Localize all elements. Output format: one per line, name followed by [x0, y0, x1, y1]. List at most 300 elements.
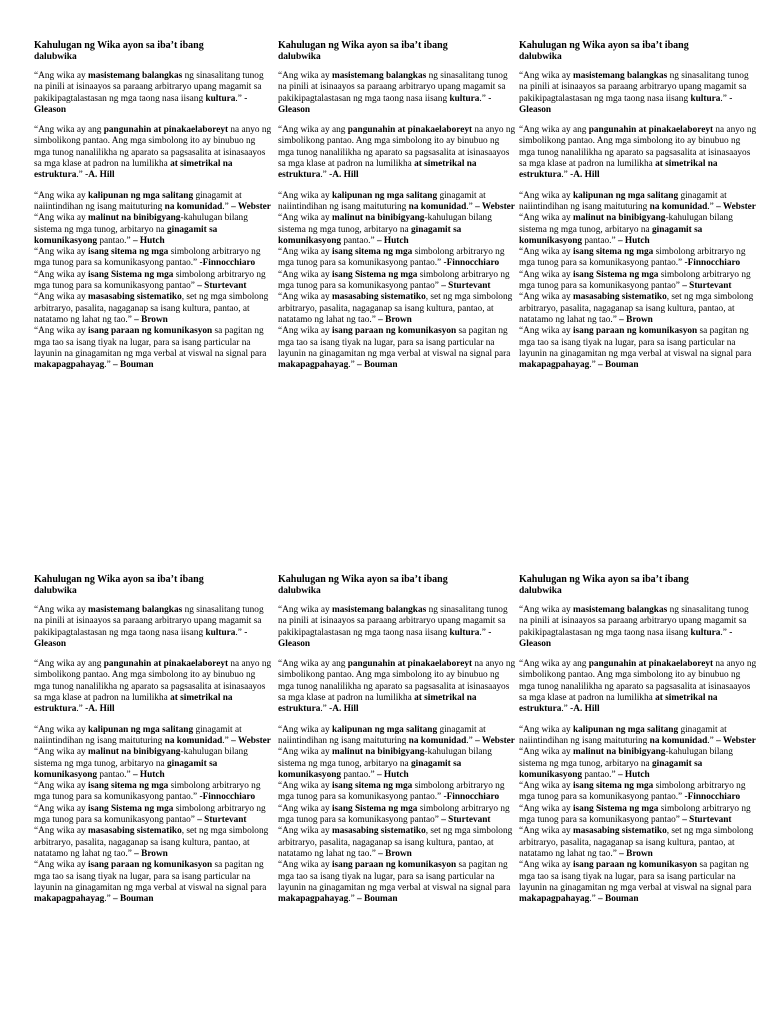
quote-author: -A. Hill [570, 704, 600, 715]
quote-author: – Brown [134, 848, 168, 859]
quote-highlight: isang Sistema ng mga [331, 269, 418, 280]
card-subtitle: dalubwika [278, 586, 321, 596]
quote-author: – Hutch [132, 235, 165, 246]
quote-text: .” [235, 627, 245, 638]
quote-item [519, 71, 757, 116]
quote-item [278, 725, 516, 748]
quote-highlight: makapagpahayag [34, 360, 105, 371]
quote-highlight: isang paraan ng komunikasyon [331, 860, 457, 871]
quote-highlight: at simetrikal na estruktura [519, 159, 718, 181]
quote-text: .” [720, 93, 730, 104]
quote-text: “Ang wika ay [34, 292, 88, 303]
quote-item [519, 860, 757, 905]
quote-highlight: pangunahin at pinakaelaboreyt [103, 125, 229, 136]
quote-text: “Ang wika ay [519, 826, 573, 837]
quote-text: .” [707, 201, 717, 212]
quote-highlight: makapagpahayag [278, 894, 349, 905]
quote-text: “Ang wika ay ang [278, 659, 348, 670]
quote-text: simbolong arbitraryo ng mga tunog para sa komunikasyong pantao” [519, 269, 751, 292]
quote-item [34, 270, 272, 293]
quote-text: .” [222, 201, 232, 212]
quote-highlight: isang paraan ng komunikasyon [572, 326, 698, 337]
quote-item [278, 71, 516, 116]
quote-text: .” [589, 894, 599, 905]
quote-text: “Ang wika ay [519, 213, 573, 224]
quote-author: -Gleason [278, 627, 492, 649]
quote-item [34, 725, 272, 748]
handout-card-6 [519, 574, 757, 905]
quote-highlight: kultura [205, 627, 236, 638]
quote-item [519, 725, 757, 748]
quote-text: “Ang wika ay [34, 826, 88, 837]
quote-highlight: makapagpahayag [519, 360, 590, 371]
quote-highlight: masasabing sistematiko [572, 292, 667, 303]
quote-item [34, 781, 272, 804]
quote-highlight: isang Sistema ng mga [87, 269, 174, 280]
quote-text: “Ang wika ay [278, 605, 332, 615]
quote-highlight: ginagamit sa komunikasyong [278, 758, 462, 780]
quote-text: “Ang wika ay [519, 71, 573, 81]
quote-highlight: na komunidad [408, 201, 467, 212]
quote-highlight: malinut na binibigyang [572, 213, 666, 224]
quote-text: .” [707, 735, 717, 746]
quote-text: “Ang wika ay ang [519, 125, 589, 136]
quote-author: – Webster [231, 735, 271, 746]
quote-highlight: makapagpahayag [519, 894, 590, 905]
quote-highlight: malinut na binibigyang [87, 747, 181, 758]
card-subtitle: dalubwika [34, 586, 77, 596]
quote-author: – Bouman [598, 894, 639, 905]
quote-text: “Ang wika ay [519, 326, 573, 337]
quote-text: -kahulugan bilang sistema ng mga tunog, arbitaryo na [519, 747, 733, 769]
quote-text: -kahulugan bilang sistema ng mga tunog, arbitaryo na [519, 213, 733, 235]
quote-text: .” [104, 360, 114, 371]
quote-highlight: makapagpahayag [34, 894, 105, 905]
quote-item [278, 747, 516, 781]
quote-text: -kahulugan bilang sistema ng mga tunog, arbitaryo na [278, 213, 492, 235]
quote-item [519, 826, 757, 860]
quote-item [278, 213, 516, 247]
quote-item [519, 125, 757, 181]
quote-text: “Ang wika ay [34, 71, 88, 81]
quote-text: .” [720, 627, 730, 638]
quote-highlight: kultura [205, 93, 236, 104]
quote-highlight: isang paraan ng komunikasyon [572, 860, 698, 871]
quote-highlight: isang paraan ng komunikasyon [87, 326, 213, 337]
quote-text: sa pagitan ng mga tao sa isang tiyak na lugar, para sa isang particular na layunin na ginagamitan ng mga verbal at viswal na signal para [519, 860, 752, 893]
quote-highlight: pangunahin at pinakaelaboreyt [103, 659, 229, 670]
quote-highlight: isang sitema ng mga [87, 781, 169, 792]
quote-highlight: ginagamit sa komunikasyong [519, 758, 703, 780]
quote-text: “Ang wika ay [34, 213, 88, 224]
quote-text: ng sinasalitang tunog na pinili at isinaayos sa paraang arbitraryo upang magamit sa pakikipagtalastasan ng mga taong nasa iisang [519, 71, 749, 104]
quote-highlight: isang paraan ng komunikasyon [87, 860, 213, 871]
quote-item [34, 191, 272, 214]
quote-text: “Ang wika ay [34, 803, 88, 814]
quote-text: “Ang wika ay [519, 269, 573, 280]
quote-text: na anyo ng simbolikong pantao. Ang mga simbolong ito ay binubuo ng mga tunog nanalilikha ng aparato sa pagsasalita at isinasaayos sa mga klase at padron na lumilikha [278, 659, 516, 704]
handout-card-1 [34, 40, 272, 371]
quote-highlight: at simetrikal na estruktura [278, 693, 477, 715]
quote-text: “Ang wika ay ang [278, 125, 348, 136]
quote-text: .” [466, 735, 476, 746]
quote-text: sa pagitan ng mga tao sa isang tiyak na lugar, para sa isang particular na layunin na ginagamitan ng mga verbal at viswal na signal para [278, 860, 511, 893]
card-subtitle: dalubwika [278, 52, 321, 62]
quote-text: pantao.” [341, 235, 377, 246]
quote-text: “Ang wika ay [519, 247, 573, 258]
quote-highlight: malinut na binibigyang [331, 747, 425, 758]
quote-highlight: isang Sistema ng mga [572, 803, 659, 814]
quote-text: , set ng mga simbolong arbitraryo, pasalita, nagaganap sa isang kultura, pantao, at natatamo ng lahat ng tao.” [34, 292, 269, 325]
quote-author: – Sturtevant [197, 815, 247, 826]
quote-item [34, 804, 272, 827]
quote-author: – Brown [134, 314, 168, 325]
quote-text: -kahulugan bilang sistema ng mga tunog, arbitaryo na [34, 213, 248, 235]
quote-text: .” [320, 704, 330, 715]
quote-text: simbolong arbitraryo ng mga tunog para sa komunikasyong pantao” [34, 269, 266, 292]
quote-author: – Bouman [113, 360, 154, 371]
quote-text: , set ng mga simbolong arbitraryo, pasalita, nagaganap sa isang kultura, pantao, at natatamo ng lahat ng tao.” [34, 826, 269, 859]
quote-item [278, 804, 516, 827]
quote-highlight: masistemang balangkas [572, 71, 668, 81]
quote-author: – Sturtevant [682, 815, 732, 826]
quote-item [519, 213, 757, 247]
quote-item [278, 270, 516, 293]
quote-text: sa pagitan ng mga tao sa isang tiyak na lugar, para sa isang particular na layunin na ginagamitan ng mga verbal at viswal na signal para [34, 860, 267, 893]
quote-highlight: pangunahin at pinakaelaboreyt [588, 125, 714, 136]
quote-author: – Hutch [376, 235, 409, 246]
quote-text: “Ang wika ay [34, 860, 88, 871]
quote-list [34, 605, 272, 905]
quote-highlight: kultura [690, 627, 721, 638]
card-title: Kahulugan ng Wika ayon sa iba’t ibang [278, 40, 448, 51]
quote-text: ginagamit at naiintindihan ng isang maituturing [34, 190, 242, 212]
quote-item [519, 247, 757, 270]
quote-item [34, 826, 272, 860]
quote-highlight: na komunidad [164, 735, 223, 746]
quote-text: “Ang wika ay [34, 247, 88, 258]
quote-highlight: isang sitema ng mga [331, 247, 413, 258]
quote-author: -Gleason [34, 627, 248, 649]
quote-text: “Ang wika ay [278, 326, 332, 337]
quote-text: simbolong arbitraryo ng mga tunog para sa komunikasyong pantao” [34, 803, 266, 826]
quote-text: simbolong arbitraryo ng mga tunog para sa komunikasyong pantao.” [519, 781, 746, 803]
quote-text: .” [479, 627, 489, 638]
quote-text: , set ng mga simbolong arbitraryo, pasalita, nagaganap sa isang kultura, pantao, at natatamo ng lahat ng tao.” [278, 826, 513, 859]
quote-author: -A. Hill [570, 170, 600, 181]
quote-text: sa pagitan ng mga tao sa isang tiyak na lugar, para sa isang particular na layunin na ginagamitan ng mga verbal at viswal na signal para [519, 326, 752, 359]
quote-text: pantao.” [97, 235, 133, 246]
quote-highlight: malinut na binibigyang [87, 213, 181, 224]
quote-item [278, 605, 516, 650]
quote-text: simbolong arbitraryo ng mga tunog para sa komunikasyong pantao.” [34, 247, 261, 269]
card-title: Kahulugan ng Wika ayon sa iba’t ibang [278, 574, 448, 585]
quote-text: .” [104, 894, 114, 905]
quote-list [519, 71, 757, 371]
quote-list [519, 605, 757, 905]
quote-text: “Ang wika ay [278, 860, 332, 871]
quote-highlight: masistemang balangkas [572, 605, 668, 615]
quote-text: “Ang wika ay [34, 724, 88, 735]
quote-author: – Brown [378, 848, 412, 859]
quote-highlight: isang sitema ng mga [572, 781, 654, 792]
quote-text: na anyo ng simbolikong pantao. Ang mga simbolong ito ay binubuo ng mga tunog nanalilikha ng aparato sa pagsasalita at isinasaayos sa mga klase at padron na lumilikha [34, 659, 272, 704]
quote-text: na anyo ng simbolikong pantao. Ang mga simbolong ito ay binubuo ng mga tunog nanalilikha ng aparato sa pagsasalita at isinasaayos sa mga klase at padron na lumilikha [278, 125, 516, 170]
quote-text: “Ang wika ay [519, 803, 573, 814]
quote-highlight: kalipunan ng mga salitang [572, 190, 679, 201]
quote-text: .” [76, 704, 86, 715]
quote-highlight: kalipunan ng mga salitang [87, 190, 194, 201]
card-title: Kahulugan ng Wika ayon sa iba’t ibang [34, 40, 204, 51]
quote-author: -Finnocchiaro [684, 792, 741, 803]
quote-text: ng sinasalitang tunog na pinili at isinaayos sa paraang arbitraryo upang magamit sa pakikipagtalastasan ng mga taong nasa iisang [278, 71, 508, 104]
quote-highlight: malinut na binibigyang [572, 747, 666, 758]
quote-text: .” [348, 360, 358, 371]
handout-card-2 [278, 40, 516, 371]
quote-item [278, 781, 516, 804]
quote-text: pantao.” [341, 769, 377, 780]
quote-item [278, 125, 516, 181]
quote-item [34, 860, 272, 905]
quote-text: ginagamit at naiintindihan ng isang maituturing [278, 724, 486, 746]
quote-text: “Ang wika ay [278, 269, 332, 280]
quote-text: “Ang wika ay [519, 292, 573, 303]
quote-text: “Ang wika ay [278, 213, 332, 224]
quote-highlight: isang sitema ng mga [331, 781, 413, 792]
quote-text: “Ang wika ay [34, 605, 88, 615]
quote-item [34, 247, 272, 270]
quote-highlight: at simetrikal na estruktura [519, 693, 718, 715]
quote-highlight: pangunahin at pinakaelaboreyt [347, 125, 473, 136]
quote-author: – Webster [231, 201, 271, 212]
quote-author: -Finnocchiaro [199, 792, 256, 803]
quote-text: “Ang wika ay [34, 326, 88, 337]
quote-highlight: masasabing sistematiko [331, 292, 426, 303]
quote-author: – Hutch [617, 235, 650, 246]
quote-item [278, 860, 516, 905]
quote-item [519, 292, 757, 326]
quote-author: -Gleason [519, 93, 733, 115]
quote-author: -Finnocchiaro [443, 258, 500, 269]
quote-highlight: masasabing sistematiko [87, 826, 182, 837]
quote-text: ng sinasalitang tunog na pinili at isinaayos sa paraang arbitraryo upang magamit sa pakikipagtalastasan ng mga taong nasa iisang [519, 605, 749, 638]
card-subtitle: dalubwika [519, 52, 562, 62]
quote-item [519, 191, 757, 214]
quote-text: .” [561, 704, 571, 715]
quote-text: “Ang wika ay [519, 190, 573, 201]
quote-item [519, 804, 757, 827]
quote-text: “Ang wika ay [278, 724, 332, 735]
quote-highlight: masistemang balangkas [87, 71, 183, 81]
quote-text: , set ng mga simbolong arbitraryo, pasalita, nagaganap sa isang kultura, pantao, at natatamo ng lahat ng tao.” [519, 292, 754, 325]
handout-card-4 [34, 574, 272, 905]
quote-text: “Ang wika ay [34, 269, 88, 280]
quote-text: pantao.” [582, 235, 618, 246]
quote-text: sa pagitan ng mga tao sa isang tiyak na lugar, para sa isang particular na layunin na ginagamitan ng mga verbal at viswal na signal para [34, 326, 267, 359]
quote-author: – Bouman [113, 894, 154, 905]
quote-text: simbolong arbitraryo ng mga tunog para sa komunikasyong pantao” [278, 269, 510, 292]
quote-author: – Bouman [357, 360, 398, 371]
card-title: Kahulugan ng Wika ayon sa iba’t ibang [34, 574, 204, 585]
quote-highlight: ginagamit sa komunikasyong [34, 758, 218, 780]
quote-author: – Bouman [357, 894, 398, 905]
handout-card-5 [278, 574, 516, 905]
quote-author: -Gleason [34, 93, 248, 115]
quote-text: -kahulugan bilang sistema ng mga tunog, arbitaryo na [278, 747, 492, 769]
quote-highlight: na komunidad [408, 735, 467, 746]
quote-text: “Ang wika ay [278, 826, 332, 837]
card-subtitle: dalubwika [34, 52, 77, 62]
quote-text: .” [76, 170, 86, 181]
quote-item [519, 747, 757, 781]
quote-text: pantao.” [582, 769, 618, 780]
quote-author: -Gleason [278, 93, 492, 115]
quote-text: ginagamit at naiintindihan ng isang maituturing [278, 190, 486, 212]
quote-text: ng sinasalitang tunog na pinili at isinaayos sa paraang arbitraryo upang magamit sa pakikipagtalastasan ng mga taong nasa iisang [34, 605, 264, 638]
quote-text: .” [222, 735, 232, 746]
quote-text: na anyo ng simbolikong pantao. Ang mga simbolong ito ay binubuo ng mga tunog nanalilikha ng aparato sa pagsasalita at isinasaayos sa mga klase at padron na lumilikha [34, 125, 272, 170]
quote-text: “Ang wika ay [34, 747, 88, 758]
quote-highlight: masistemang balangkas [331, 605, 427, 615]
quote-text: simbolong arbitraryo ng mga tunog para sa komunikasyong pantao.” [519, 247, 746, 269]
quote-item [519, 659, 757, 715]
quote-highlight: kalipunan ng mga salitang [331, 724, 438, 735]
quote-item [34, 292, 272, 326]
quote-text: .” [589, 360, 599, 371]
quote-text: simbolong arbitraryo ng mga tunog para sa komunikasyong pantao.” [278, 781, 505, 803]
quote-item [278, 247, 516, 270]
quote-author: -Finnocchiaro [199, 258, 256, 269]
quote-author: – Webster [716, 735, 756, 746]
quote-text: simbolong arbitraryo ng mga tunog para sa komunikasyong pantao.” [278, 247, 505, 269]
quote-highlight: na komunidad [164, 201, 223, 212]
quote-author: – Sturtevant [682, 281, 732, 292]
quote-text: .” [320, 170, 330, 181]
quote-author: – Webster [475, 201, 515, 212]
quote-list [34, 71, 272, 371]
quote-text: “Ang wika ay [278, 781, 332, 792]
quote-item [34, 747, 272, 781]
quote-author: – Sturtevant [197, 281, 247, 292]
quote-highlight: pangunahin at pinakaelaboreyt [588, 659, 714, 670]
quote-text: -kahulugan bilang sistema ng mga tunog, arbitaryo na [34, 747, 248, 769]
quote-author: – Bouman [598, 360, 639, 371]
quote-author: -Finnocchiaro [443, 792, 500, 803]
quote-text: “Ang wika ay ang [34, 659, 104, 670]
quote-highlight: kalipunan ng mga salitang [331, 190, 438, 201]
quote-text: “Ang wika ay [278, 747, 332, 758]
quote-highlight: masistemang balangkas [331, 71, 427, 81]
quote-text: ginagamit at naiintindihan ng isang maituturing [519, 190, 727, 212]
quote-author: -Finnocchiaro [684, 258, 741, 269]
quote-author: -A. Hill [329, 704, 359, 715]
quote-item [34, 605, 272, 650]
quote-highlight: pangunahin at pinakaelaboreyt [347, 659, 473, 670]
quote-item [278, 326, 516, 371]
quote-text: .” [235, 93, 245, 104]
quote-highlight: makapagpahayag [278, 360, 349, 371]
quote-author: -A. Hill [329, 170, 359, 181]
quote-text: “Ang wika ay [278, 803, 332, 814]
quote-text: “Ang wika ay [519, 724, 573, 735]
quote-item [519, 781, 757, 804]
quote-highlight: at simetrikal na estruktura [278, 159, 477, 181]
quote-highlight: isang Sistema ng mga [331, 803, 418, 814]
quote-author: – Sturtevant [441, 281, 491, 292]
quote-author: – Hutch [132, 769, 165, 780]
quote-text: “Ang wika ay ang [34, 125, 104, 136]
quote-text: ng sinasalitang tunog na pinili at isinaayos sa paraang arbitraryo upang magamit sa pakikipagtalastasan ng mga taong nasa iisang [278, 605, 508, 638]
quote-item [278, 826, 516, 860]
quote-highlight: at simetrikal na estruktura [34, 159, 233, 181]
quote-author: – Sturtevant [441, 815, 491, 826]
handout-card-3 [519, 40, 757, 371]
quote-item [519, 605, 757, 650]
quote-highlight: ginagamit sa komunikasyong [519, 224, 703, 246]
quote-highlight: kalipunan ng mga salitang [87, 724, 194, 735]
quote-text: ginagamit at naiintindihan ng isang maituturing [34, 724, 242, 746]
quote-highlight: malinut na binibigyang [331, 213, 425, 224]
card-subtitle: dalubwika [519, 586, 562, 596]
quote-highlight: isang Sistema ng mga [87, 803, 174, 814]
quote-text: ng sinasalitang tunog na pinili at isinaayos sa paraang arbitraryo upang magamit sa pakikipagtalastasan ng mga taong nasa iisang [34, 71, 264, 104]
quote-item [278, 292, 516, 326]
quote-text: simbolong arbitraryo ng mga tunog para sa komunikasyong pantao” [278, 803, 510, 826]
quote-highlight: kalipunan ng mga salitang [572, 724, 679, 735]
quote-text: “Ang wika ay [34, 190, 88, 201]
quote-item [34, 659, 272, 715]
quote-highlight: na komunidad [649, 735, 708, 746]
quote-text: , set ng mga simbolong arbitraryo, pasalita, nagaganap sa isang kultura, pantao, at natatamo ng lahat ng tao.” [278, 292, 513, 325]
quote-list [278, 71, 516, 371]
quote-item [34, 213, 272, 247]
quote-highlight: kultura [449, 627, 480, 638]
quote-highlight: masasabing sistematiko [331, 826, 426, 837]
quote-text: pantao.” [97, 769, 133, 780]
quote-highlight: kultura [449, 93, 480, 104]
quote-text: , set ng mga simbolong arbitraryo, pasalita, nagaganap sa isang kultura, pantao, at natatamo ng lahat ng tao.” [519, 826, 754, 859]
card-title: Kahulugan ng Wika ayon sa iba’t ibang [519, 574, 689, 585]
quote-highlight: masasabing sistematiko [87, 292, 182, 303]
quote-item [34, 125, 272, 181]
quote-highlight: isang sitema ng mga [572, 247, 654, 258]
quote-item [519, 326, 757, 371]
quote-author: – Webster [716, 201, 756, 212]
quote-text: “Ang wika ay [519, 747, 573, 758]
quote-highlight: masasabing sistematiko [572, 826, 667, 837]
quote-text: “Ang wika ay [519, 781, 573, 792]
quote-text: “Ang wika ay ang [519, 659, 589, 670]
quote-text: simbolong arbitraryo ng mga tunog para sa komunikasyong pantao.” [34, 781, 261, 803]
quote-text: .” [561, 170, 571, 181]
quote-text: “Ang wika ay [34, 781, 88, 792]
quote-text: “Ang wika ay [278, 190, 332, 201]
quote-author: -A. Hill [85, 170, 115, 181]
quote-author: – Hutch [617, 769, 650, 780]
quote-author: – Brown [619, 314, 653, 325]
quote-item [278, 659, 516, 715]
quote-text: “Ang wika ay [519, 605, 573, 615]
quote-list [278, 605, 516, 905]
quote-text: simbolong arbitraryo ng mga tunog para sa komunikasyong pantao” [519, 803, 751, 826]
quote-text: “Ang wika ay [278, 71, 332, 81]
quote-text: na anyo ng simbolikong pantao. Ang mga simbolong ito ay binubuo ng mga tunog nanalilikha ng aparato sa pagsasalita at isinasaayos sa mga klase at padron na lumilikha [519, 659, 757, 704]
quote-highlight: at simetrikal na estruktura [34, 693, 233, 715]
card-title: Kahulugan ng Wika ayon sa iba’t ibang [519, 40, 689, 51]
quote-author: – Brown [619, 848, 653, 859]
quote-author: – Hutch [376, 769, 409, 780]
quote-text: .” [348, 894, 358, 905]
